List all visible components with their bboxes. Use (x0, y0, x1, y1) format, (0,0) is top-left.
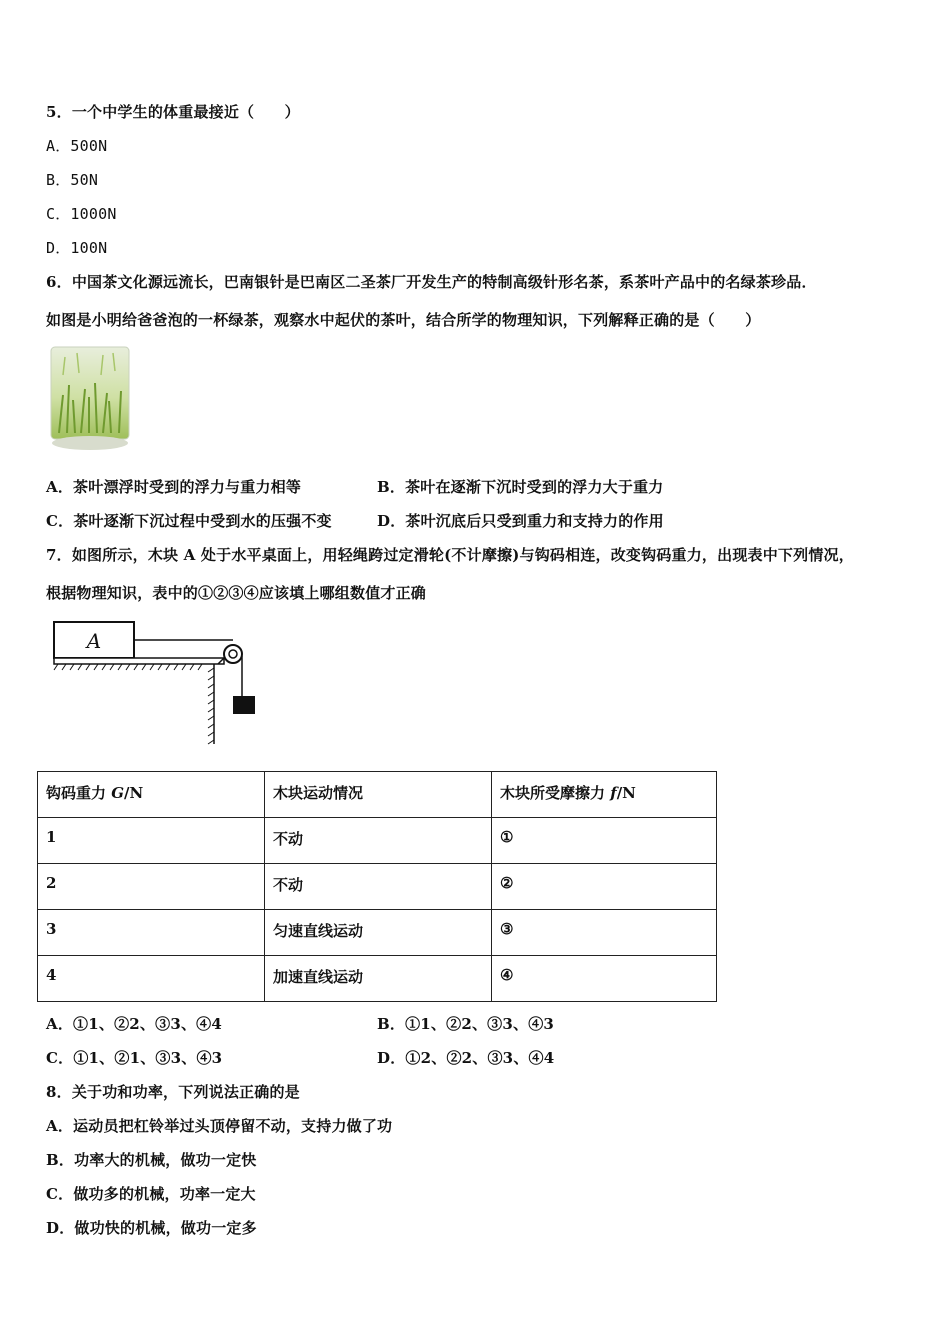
q5-option-c: C．1000N (46, 205, 117, 223)
q7-option-c: C．①1、②1、③3、④3 (46, 1049, 223, 1067)
q8-stem: 8．关于功和功率，下列说法正确的是 (46, 1083, 300, 1101)
q6-option-b: B．茶叶在逐渐下沉时受到的浮力大于重力 (377, 478, 664, 496)
q6-option-c: C．茶叶逐渐下沉过程中受到水的压强不变 (46, 512, 332, 530)
q5-option-d: D．100N (46, 239, 108, 257)
cell-motion: 匀速直线运动 (265, 910, 492, 956)
cell-friction: ④ (492, 956, 717, 1002)
cell-friction: ③ (492, 910, 717, 956)
cell-motion: 加速直线运动 (265, 956, 492, 1002)
cell-weight: 4 (38, 956, 265, 1002)
q7-stem-line2: 根据物理知识，表中的①②③④应该填上哪组数值才正确 (46, 584, 427, 602)
pulley-block-diagram (52, 620, 264, 746)
cell-motion: 不动 (265, 864, 492, 910)
cell-weight: 1 (38, 818, 265, 864)
green-tea-glass-image (49, 345, 131, 451)
cell-weight: 2 (38, 864, 265, 910)
table-row (38, 956, 717, 1002)
table-header-row (38, 772, 717, 818)
friction-table (37, 771, 717, 1002)
q5-option-a: A．500N (46, 137, 108, 155)
q7-stem-line1: 7．如图所示，木块 A 处于水平桌面上，用轻绳跨过定滑轮(不计摩擦)与钩码相连，改变钩码重力，出现表中下列情况， (46, 546, 854, 564)
q6-option-d: D．茶叶沉底后只受到重力和支持力的作用 (377, 512, 664, 530)
q6-option-a: A．茶叶漂浮时受到的浮力与重力相等 (46, 478, 302, 496)
hook-weight (233, 696, 255, 714)
header-friction: 木块所受摩擦力 f/N (492, 772, 717, 818)
table-row (38, 818, 717, 864)
q8-option-c: C．做功多的机械，功率一定大 (46, 1185, 256, 1203)
q6-stem-line1: 6．中国茶文化源远流长，巴南银针是巴南区二圣茶厂开发生产的特制高级针形名茶，系茶叶产品中的名绿茶珍品． (46, 273, 817, 291)
q7-option-a: A．①1、②2、③3、④4 (46, 1015, 222, 1033)
table-row (38, 910, 717, 956)
q5-stem: 5．一个中学生的体重最接近（ ） (46, 103, 300, 121)
cell-weight: 3 (38, 910, 265, 956)
cell-friction: ② (492, 864, 717, 910)
cell-friction: ① (492, 818, 717, 864)
q7-option-b: B．①1、②2、③3、④3 (377, 1015, 555, 1033)
header-hook-weight: 钩码重力 G/N (38, 772, 265, 818)
q8-option-b: B．功率大的机械，做功一定快 (46, 1151, 257, 1169)
block-a-label: A (86, 629, 102, 653)
cell-motion: 不动 (265, 818, 492, 864)
q7-option-d: D．①2、②2、③3、④4 (377, 1049, 555, 1067)
q5-option-b: B．50N (46, 171, 99, 189)
q8-option-d: D．做功快的机械，做功一定多 (46, 1219, 257, 1237)
q8-option-a: A．运动员把杠铃举过头顶停留不动，支持力做了功 (46, 1117, 393, 1135)
header-block-motion: 木块运动情况 (265, 772, 492, 818)
q6-stem-line2: 如图是小明给爸爸泡的一杯绿茶，观察水中起伏的茶叶，结合所学的物理知识，下列解释正确的是（ ） (46, 311, 761, 329)
table-row (38, 864, 717, 910)
